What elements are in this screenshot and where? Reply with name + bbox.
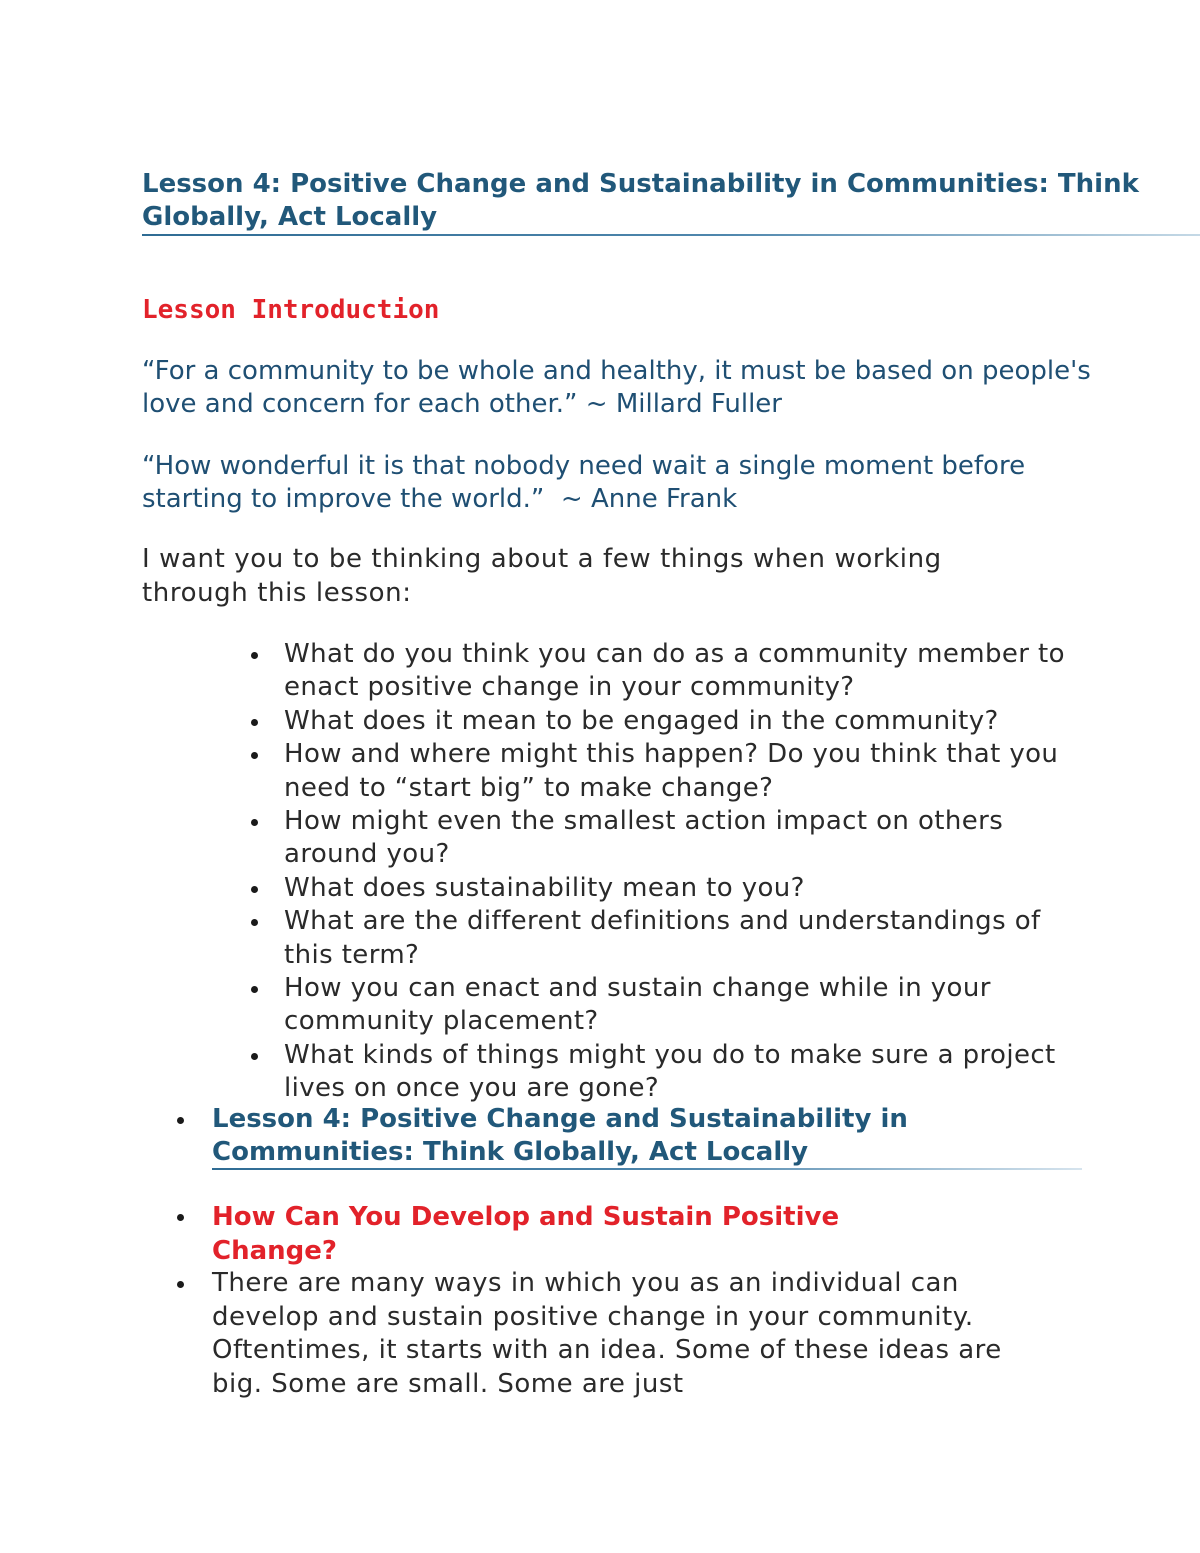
title-underline-rule bbox=[142, 234, 1200, 236]
bullet-icon bbox=[251, 1053, 258, 1060]
outer-lesson-title: Lesson 4: Positive Change and Sustainability in Communities: Think Globally, Act Locally bbox=[212, 1104, 908, 1167]
list-item: What are the different definitions and understandings of this term? bbox=[284, 905, 1074, 972]
bullet-icon bbox=[177, 1117, 184, 1124]
quote-millard-fuller: “For a community to be whole and healthy, it must be based on people's love and concern for each other.” ~ Millard Fuller bbox=[142, 356, 1100, 419]
bullet-icon bbox=[251, 719, 258, 726]
quote-anne-frank: “How wonderful it is that nobody need wait a single moment before starting to improve the world.” ~ Anne Frank bbox=[142, 451, 1034, 514]
bullet-icon bbox=[251, 886, 258, 893]
bullet-icon bbox=[251, 752, 258, 759]
list-item: What does it mean to be engaged in the community? bbox=[284, 705, 1074, 738]
develop-sustain-paragraph: There are many ways in which you as an individual can develop and sustain positive change in your community. Oftentimes, it starts with an idea. Some of these ideas are big. Some are small. Some are just bbox=[212, 1268, 1002, 1399]
bullet-icon bbox=[251, 919, 258, 926]
list-item: What kinds of things might you do to make sure a project lives on once you are gone? bbox=[284, 1039, 1074, 1106]
outer-list-item-lesson-title bbox=[212, 1103, 972, 1169]
lesson-title: Lesson 4: Positive Change and Sustainability in Communities: Think Globally, Act Locally bbox=[142, 169, 1139, 232]
develop-sustain-heading: How Can You Develop and Sustain Positive Change? bbox=[212, 1202, 840, 1266]
list-item: What does sustainability mean to you? bbox=[284, 872, 1074, 905]
bullet-icon bbox=[177, 1214, 184, 1221]
outer-title-underline-rule bbox=[212, 1168, 1082, 1170]
bullet-icon bbox=[251, 819, 258, 826]
bullet-icon bbox=[177, 1281, 184, 1288]
list-item: How might even the smallest action impact on others around you? bbox=[284, 805, 1074, 872]
lesson-introduction-heading: Lesson Introduction bbox=[142, 295, 440, 325]
lesson-prompt: I want you to be thinking about a few things when working through this lesson: bbox=[142, 544, 942, 608]
reflection-questions-list bbox=[284, 638, 1074, 1106]
outer-list-item-paragraph bbox=[212, 1267, 1012, 1401]
bullet-icon bbox=[251, 652, 258, 659]
list-item: How you can enact and sustain change while in your community placement? bbox=[284, 972, 1074, 1039]
outer-list-item-section-heading bbox=[212, 1200, 912, 1268]
bullet-icon bbox=[251, 986, 258, 993]
list-item: How and where might this happen? Do you think that you need to “start big” to make change? bbox=[284, 738, 1074, 805]
list-item: What do you think you can do as a community member to enact positive change in your community? bbox=[284, 638, 1074, 705]
